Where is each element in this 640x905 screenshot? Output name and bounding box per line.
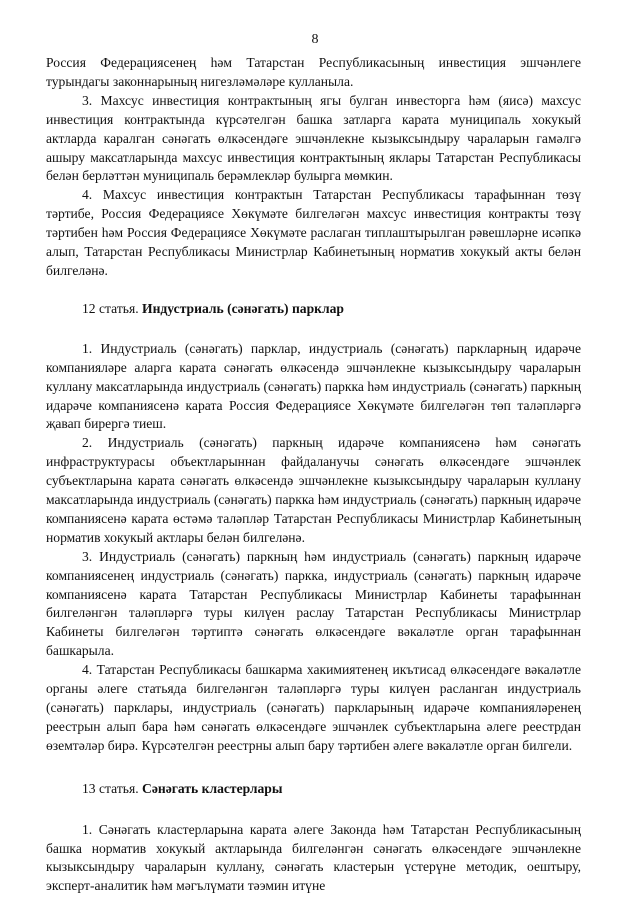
document-body <box>46 54 581 896</box>
paragraph: 2. Индустриаль (сәнәгать) паркның идарәче компаниясенә һәм сәнәгать инфраструктурасы объектларыннан файдаланучы сәнәгать өлкәсендәге эшчәнлек субъектларына карата сәнәгать өлкәсендә эшчәнлекне кызыксындыру чараларын куллану максатларында индустриаль (сәнәгать) паркка һәм индустриаль (сәнәгать) паркның идарәче компаниясенә карата өстәмә таләпләр Татарстан Республикасы Министрлар Кабинетының норматив хокукый актлары белән билгеләнә. <box>46 435 581 545</box>
article-12-heading <box>46 300 581 319</box>
paragraph: 3. Махсус инвестиция контрактының ягы булган инвесторга һәм (яисә) махсус инвестиция контрактында күрсәтелгән башка затларга карата муниципаль хокукый актларда каралган сәнәгать өлкәсендәге эшчәнлекне кызыксындыру чараларын гамәлгә ашыру максатларында махсус инвестиция контрактының яклары Татарстан Республикасы белән берләттән муниципаль берәмлекләр булырга мөмкин. <box>46 92 581 184</box>
paragraph: 4. Татарстан Республикасы башкарма хакимиятенең икътисад өлкәсендәге вәкаләтле органы әлеге статьяда билгеләнгән таләпләргә туры килүен расланган индустриаль (сәнәгать) парклары, индустриаль (сәнәгать) паркларының идарәче компанияләренең реестрын алып бара һәм сәнәгать өлкәсендәге эшчәнлек субъектларына әлеге реестрдан өземтәләр бирә. Күрсәтелгән реестрны алып бару тәртибен әлеге вәкаләтле орган билгели. <box>46 662 581 753</box>
article-13-prefix: 13 статья. <box>82 780 139 796</box>
page-number: 8 <box>311 32 319 47</box>
article-13-heading <box>46 780 581 799</box>
article-13-title: Сәнәгать кластерлары <box>142 780 283 796</box>
paragraph: 1. Индустриаль (сәнәгать) парклар, индустриаль (сәнәгать) паркларның идарәче компанияләре аларга карата сәнәгать өлкәсендә эшчәнлекне кызыксындыру чараларын куллану максатларында индустриаль (сәнәгать) паркка һәм индустриаль (сәнәгать) паркның идарәче компаниясенә карата Россия Федерациясе Хөкүмәте билгеләгән төп таләпләргә җавап бирергә тиеш. <box>46 340 581 432</box>
paragraph: 4. Махсус инвестиция контрактын Татарстан Республикасы тарафыннан төзү тәртибе, Россия Федерациясе Хөкүмәте билгеләгән махсус инвестиция контракты төзү тәртибен һәм Россия Федерациясе Хөкүмәте раслаган типлаштырылган рәвешләрне исәпкә алып, Татарстан Республикасы Министрлар Кабинетының норматив хокукый акты белән билгеләнә. <box>46 187 581 278</box>
article-12-prefix: 12 статья. <box>82 300 139 316</box>
article-12-title: Индустриаль (сәнәгать) парклар <box>142 300 344 316</box>
paragraph: 3. Индустриаль (сәнәгать) паркның һәм индустриаль (сәнәгать) паркның идарәче компаниясенең индустриаль (сәнәгать) паркка, индустриаль (сәнәгать) паркның идарәче компаниясенә карата Татарстан Республикасы Министрлар Кабинеты тарафыннан билгеләнгән таләпләргә туры килүен раслау Татарстан Республикасы Министрлар Кабинеты билгеләгән тәртиптә сәнәгать өлкәсендәге вәкаләтле орган тарафыннан башкарыла. <box>46 548 581 659</box>
paragraph: Россия Федерациясенең һәм Татарстан Республикасының инвестиция эшчәнлеге турындагы законнарының нигезләмәләре кулланыла. <box>46 55 581 89</box>
paragraph: 1. Сәнәгать кластерларына карата әлеге Законда һәм Татарстан Республикасының башка норматив хокукый актларында билгеләнгән сәнәгать өлкәсендәге эшчәнлекне кызыксындыру чараларын куллану, сәнәгать кластерын үстерүне методик, оештыру, эксперт-аналитик һәм мәгълүмати тәэмин итүне <box>46 821 581 894</box>
